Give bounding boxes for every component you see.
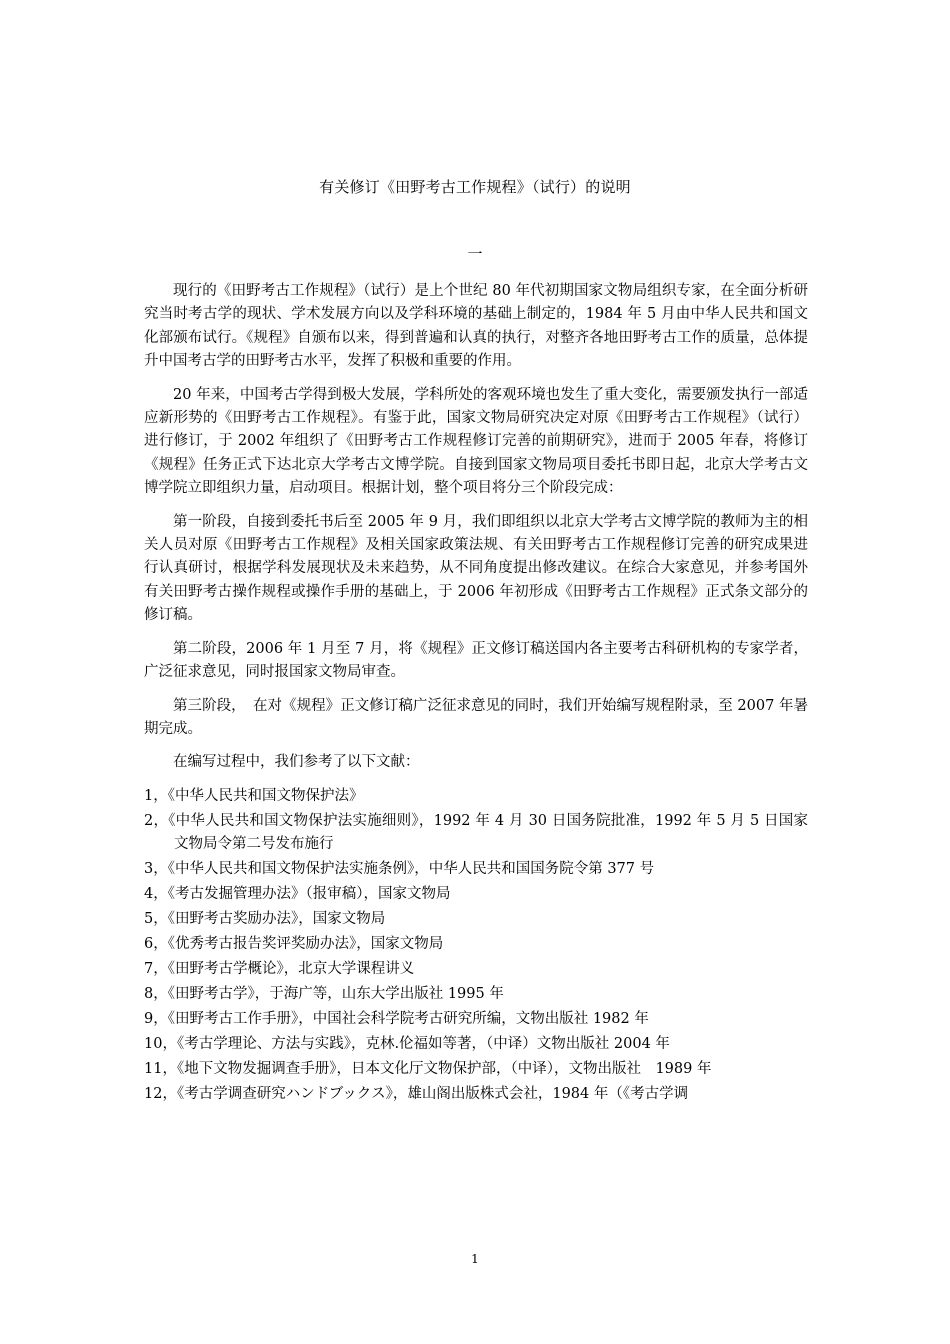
page-number: 1	[471, 1252, 479, 1266]
paragraph: 第三阶段， 在对《规程》正文修订稿广泛征求意见的同时，我们开始编写规程附录，至 2007 年暑期完成。	[144, 697, 808, 737]
paragraph: 第一阶段，自接到委托书后至 2005 年 9 月，我们即组织以北京大学考古文博学院的教师为主的相关人员对原《田野考古工作规程》及相关国家政策法规、有关田野考古工作规程修订完善的研究成果进行认真研讨，根据学科发展现状及未来趋势，从不同角度提出修改建议。在综合大家意见，并参考国外有关田野考古操作规程或操作手册的基础上，于 2006 年初形成《田野考古工作规程》正式条文部分的修订稿。	[144, 513, 808, 624]
reference-list	[144, 785, 808, 1107]
reference-item: 9，《田野考古工作手册》，中国社会科学院考古研究所编，文物出版社 1982 年	[144, 1011, 649, 1028]
reference-item: 1，《中华人民共和国文物保护法》	[144, 787, 364, 804]
paragraph: 20 年来，中国考古学得到极大发展，学科所处的客观环境也发生了重大变化，需要颁发执行一部适应新形势的《田野考古工作规程》。有鉴于此，国家文物局研究决定对原《田野考古工作规程》（试行）进行修订，于 2002 年组织了《田野考古工作规程修订完善的前期研究》，进而于 2005 年春，将修订《规程》任务正式下达北京大学考古文博学院。自接到国家文物局项目委托书即日起，北京大学考古文博学院立即组织力量，启动项目。根据计划，整个项目将分三个阶段完成：	[144, 386, 808, 497]
reference-item: 12，《考古学调查研究ハンドブックス》，雄山阁出版株式会社，1984 年（《考古学调	[144, 1086, 689, 1103]
reference-item: 8，《田野考古学》，于海广等，山东大学出版社 1995 年	[144, 986, 504, 1003]
paragraph: 第二阶段，2006 年 1 月至 7 月，将《规程》正文修订稿送国内各主要考古科研机构的专家学者，广泛征求意见，同时报国家文物局审查。	[144, 640, 808, 681]
reference-item: 6，《优秀考古报告奖评奖励办法》，国家文物局	[144, 936, 444, 953]
paragraph: 现行的《田野考古工作规程》（试行）是上个世纪 80 年代初期国家文物局组织专家，在全面分析研究当时考古学的现状、学术发展方向以及学科环境的基础上制定的，1984 年 5 月由中华人民共和国文化部颁布试行。《规程》自颁布以来，得到普遍和认真的执行，对整齐各地田野考古工作的质量，总体提升中国考古学的田野考古水平，发挥了积极和重要的作用。	[144, 283, 808, 370]
reference-item: 4，《考古发掘管理办法》（报审稿），国家文物局	[144, 886, 451, 903]
reference-item: 5，《田野考古奖励办法》，国家文物局	[144, 911, 386, 928]
reference-item: 3，《中华人民共和国文物保护法实施条例》，中华人民共和国国务院令第 377 号	[144, 861, 655, 878]
reference-item: 10，《考古学理论、方法与实践》，克林.伦福如等著，（中译）文物出版社 2004 年	[144, 1036, 670, 1053]
section-number: 一	[467, 245, 483, 263]
document-title: 有关修订《田野考古工作规程》（试行）的说明	[319, 178, 631, 196]
reference-item: 7，《田野考古学概论》，北京大学课程讲义	[144, 961, 415, 978]
paragraph: 在编写过程中，我们参考了以下文献：	[173, 754, 420, 771]
reference-item: 2，《中华人民共和国文物保护法实施细则》，1992 年 4 月 30 日国务院批准，1992 年 5 月 5 日国家文物局令第二号发布施行	[144, 812, 808, 853]
document-body	[144, 280, 808, 1108]
reference-item: 11，《地下文物发掘调查手册》，日本文化厅文物保护部，（中译），文物出版社 1989 年	[144, 1061, 712, 1078]
